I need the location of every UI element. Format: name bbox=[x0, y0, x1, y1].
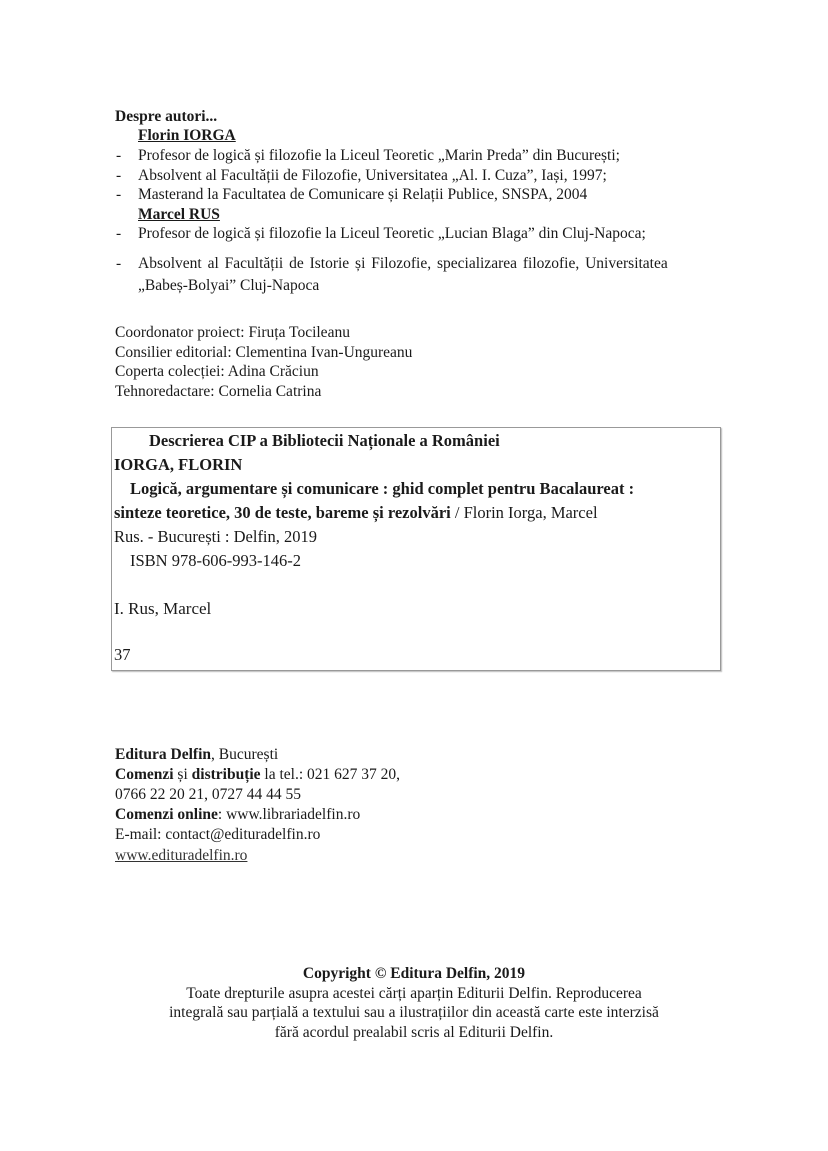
publisher-city: , București bbox=[211, 746, 279, 763]
author-name: Marcel RUS bbox=[138, 206, 220, 223]
copyright-line: fără acordul prealabil scris al Editurii Delfin. bbox=[274, 1024, 554, 1041]
list-item: Absolvent al Facultății de Filozofie, Universitatea „Al. I. Cuza”, Iași, 1997; bbox=[138, 167, 607, 184]
website-link[interactable]: www.edituradelfin.ro bbox=[115, 847, 248, 864]
bullet-dash: - bbox=[116, 225, 122, 242]
cip-book-title-cont: sinteze teoretice, 30 de teste, bareme și rezolvări bbox=[114, 503, 451, 522]
list-item: Profesor de logică și filozofie la Liceul Teoretic „Lucian Blaga” din Cluj-Napoca; bbox=[138, 225, 646, 242]
phones: 0766 22 20 21, 0727 44 44 55 bbox=[115, 786, 301, 803]
authors-heading: Despre autori... bbox=[115, 108, 218, 125]
list-item: Masterand la Facultatea de Comunicare și Relații Publice, SNSPA, 2004 bbox=[138, 186, 588, 203]
list-item: Profesor de logică și filozofie la Liceul Teoretic „Marin Preda” din București; bbox=[138, 147, 620, 164]
cip-added-entry: I. Rus, Marcel bbox=[114, 599, 212, 618]
author-name: Florin IORGA bbox=[138, 127, 236, 144]
cip-title: Descrierea CIP a Bibliotecii Naționale a României bbox=[149, 431, 500, 450]
cip-responsibility: / Florin Iorga, Marcel bbox=[450, 503, 598, 522]
online-label: Comenzi online bbox=[115, 806, 218, 823]
list-item: Absolvent al Facultății de Istorie și Filozofie, specializarea filozofie, Universitatea bbox=[138, 255, 668, 272]
distribution-label: distribuție bbox=[191, 766, 261, 783]
orders-phone: la tel.: 021 627 37 20, bbox=[260, 766, 401, 783]
email: E-mail: contact@edituradelfin.ro bbox=[115, 826, 321, 843]
orders-and: și bbox=[173, 766, 192, 783]
bullet-dash: - bbox=[116, 186, 122, 203]
cip-author: IORGA, FLORIN bbox=[114, 455, 243, 474]
cip-box bbox=[111, 427, 721, 671]
bullet-dash: - bbox=[116, 167, 122, 184]
credit-line: Coperta colecției: Adina Crăciun bbox=[115, 363, 319, 380]
copyright-line: Toate drepturile asupra acestei cărți aparțin Editurii Delfin. Reproducerea bbox=[186, 985, 642, 1002]
credit-line: Coordonator proiect: Firuța Tocileanu bbox=[115, 324, 350, 341]
copyright-line: integrală sau parțială a textului sau a ilustrațiilor din această carte este interzisă bbox=[169, 1004, 659, 1021]
publisher-name: Editura Delfin bbox=[115, 746, 212, 763]
cip-class: 37 bbox=[114, 645, 131, 664]
credit-line: Tehnoredactare: Cornelia Catrina bbox=[115, 383, 322, 400]
online-value: : www.librariadelfin.ro bbox=[217, 806, 361, 823]
copyright-title: Copyright © Editura Delfin, 2019 bbox=[302, 965, 526, 982]
bullet-dash: - bbox=[116, 147, 122, 164]
list-item-continuation: „Babeș-Bolyai” Cluj-Napoca bbox=[138, 277, 320, 294]
cip-isbn: ISBN 978-606-993-146-2 bbox=[130, 551, 301, 570]
cip-book-title: Logică, argumentare și comunicare : ghid complet pentru Bacalaureat : bbox=[130, 479, 635, 498]
orders-label: Comenzi bbox=[115, 766, 174, 783]
bullet-dash: - bbox=[116, 255, 122, 272]
credit-line: Consilier editorial: Clementina Ivan-Ungureanu bbox=[115, 344, 413, 361]
cip-imprint: Rus. - București : Delfin, 2019 bbox=[114, 527, 318, 546]
